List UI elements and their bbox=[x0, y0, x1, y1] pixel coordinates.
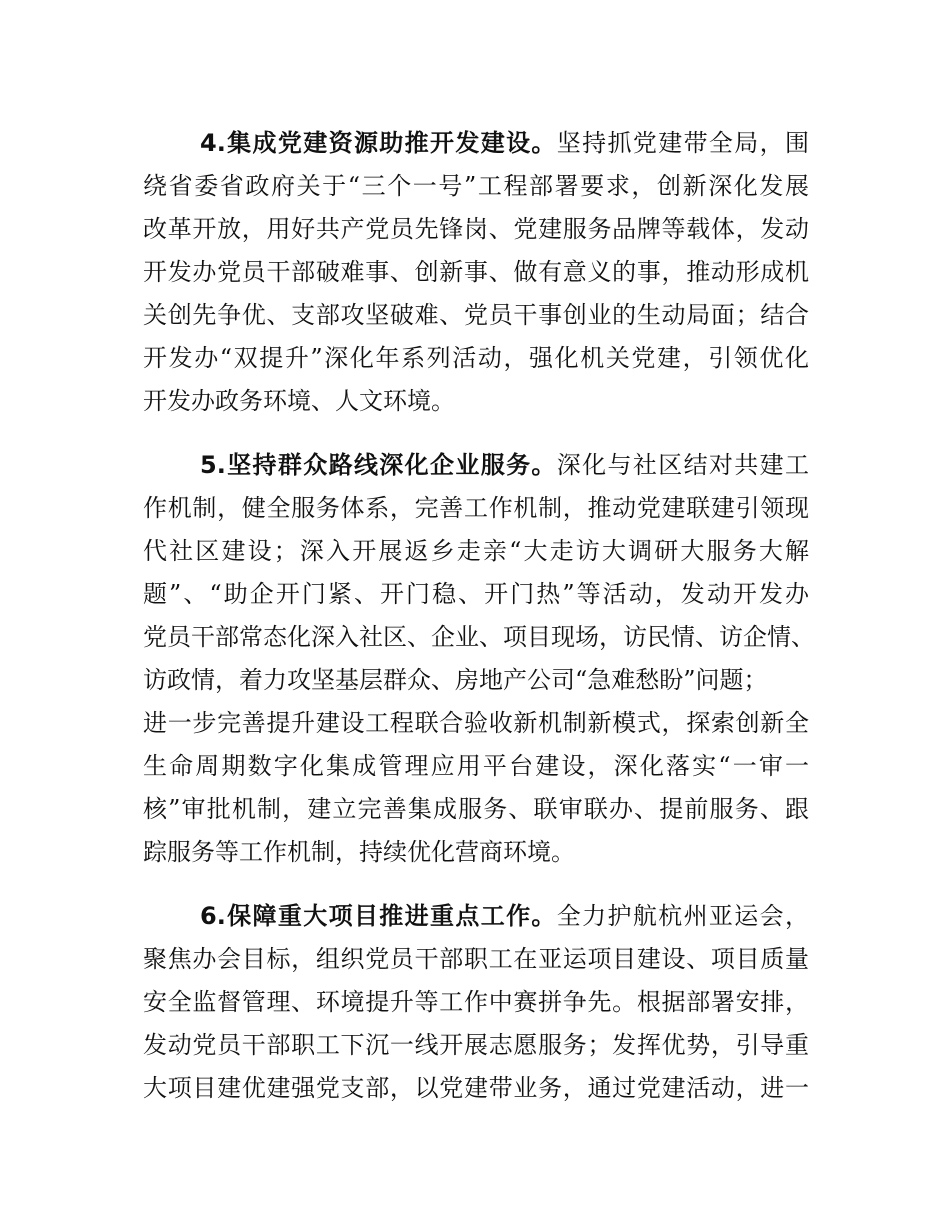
paragraph-line: 访政情，着力攻坚基层群众、房地产公司“急难愁盼”问题； bbox=[143, 666, 768, 694]
paragraph-line: 发动党员干部职工下沉一线开展志愿服务；发挥优势，引导重 bbox=[143, 1031, 809, 1059]
paragraph-line: 开发办政务环境、人文环境。 bbox=[143, 387, 455, 415]
paragraph-line: 关创先争优、支部攻坚破难、党员干事创业的生动局面；结合 bbox=[143, 301, 809, 329]
paragraph-line: 大项目建优建强党支部，以党建带业务，通过党建活动，进一 bbox=[143, 1074, 809, 1102]
paragraph-6 bbox=[143, 895, 809, 1110]
line-text: 全力护航杭州亚运会， bbox=[556, 902, 809, 930]
paragraph-line bbox=[143, 895, 809, 938]
paragraph-line: 核”审批机制，建立完善集成服务、联审联办、提前服务、跟 bbox=[143, 795, 809, 823]
paragraph-line bbox=[143, 122, 809, 165]
paragraph-line: 代社区建设；深入开展返乡走亲“大走访大调研大服务大解 bbox=[143, 537, 809, 565]
paragraph-line: 踪服务等工作机制，持续优化营商环境。 bbox=[143, 838, 575, 866]
paragraph-heading: 6.保障重大项目推进重点工作。 bbox=[200, 902, 557, 930]
paragraph-line: 改革开放，用好共产党员先锋岗、党建服务品牌等载体，发动 bbox=[143, 215, 809, 243]
paragraph-line: 绕省委省政府关于“三个一号”工程部署要求，创新深化发展 bbox=[143, 172, 809, 200]
line-text: 深化与社区结对共建工 bbox=[556, 451, 809, 479]
paragraph-line: 安全监督管理、环境提升等工作中赛拼争先。根据部署安排， bbox=[143, 988, 809, 1016]
paragraph-5 bbox=[143, 444, 815, 874]
paragraph-4 bbox=[143, 122, 809, 423]
paragraph-line: 作机制，健全服务体系，完善工作机制，推动党建联建引领现 bbox=[143, 494, 809, 522]
paragraph-heading: 5.坚持群众路线深化企业服务。 bbox=[200, 451, 557, 479]
paragraph-line bbox=[143, 444, 809, 487]
line-text: 坚持抓党建带全局，围 bbox=[556, 129, 809, 157]
paragraph-heading: 4.集成党建资源助推开发建设。 bbox=[200, 129, 557, 157]
paragraph-line: 题”、“助企开门紧、开门稳、开门热”等活动，发动开发办 bbox=[143, 580, 809, 608]
paragraph-line: 进一步完善提升建设工程联合验收新机制新模式，探索创新全 bbox=[143, 709, 809, 737]
paragraph-line: 开发办党员干部破难事、创新事、做有意义的事，推动形成机 bbox=[143, 258, 809, 286]
paragraph-line: 聚焦办会目标，组织党员干部职工在亚运项目建设、项目质量 bbox=[143, 945, 809, 973]
paragraph-line: 开发办“双提升”深化年系列活动，强化机关党建，引领优化 bbox=[143, 344, 809, 372]
paragraph-line: 党员干部常态化深入社区、企业、项目现场，访民情、访企情、 bbox=[143, 623, 815, 651]
paragraph-line: 生命周期数字化集成管理应用平台建设，深化落实“一审一 bbox=[143, 752, 809, 780]
